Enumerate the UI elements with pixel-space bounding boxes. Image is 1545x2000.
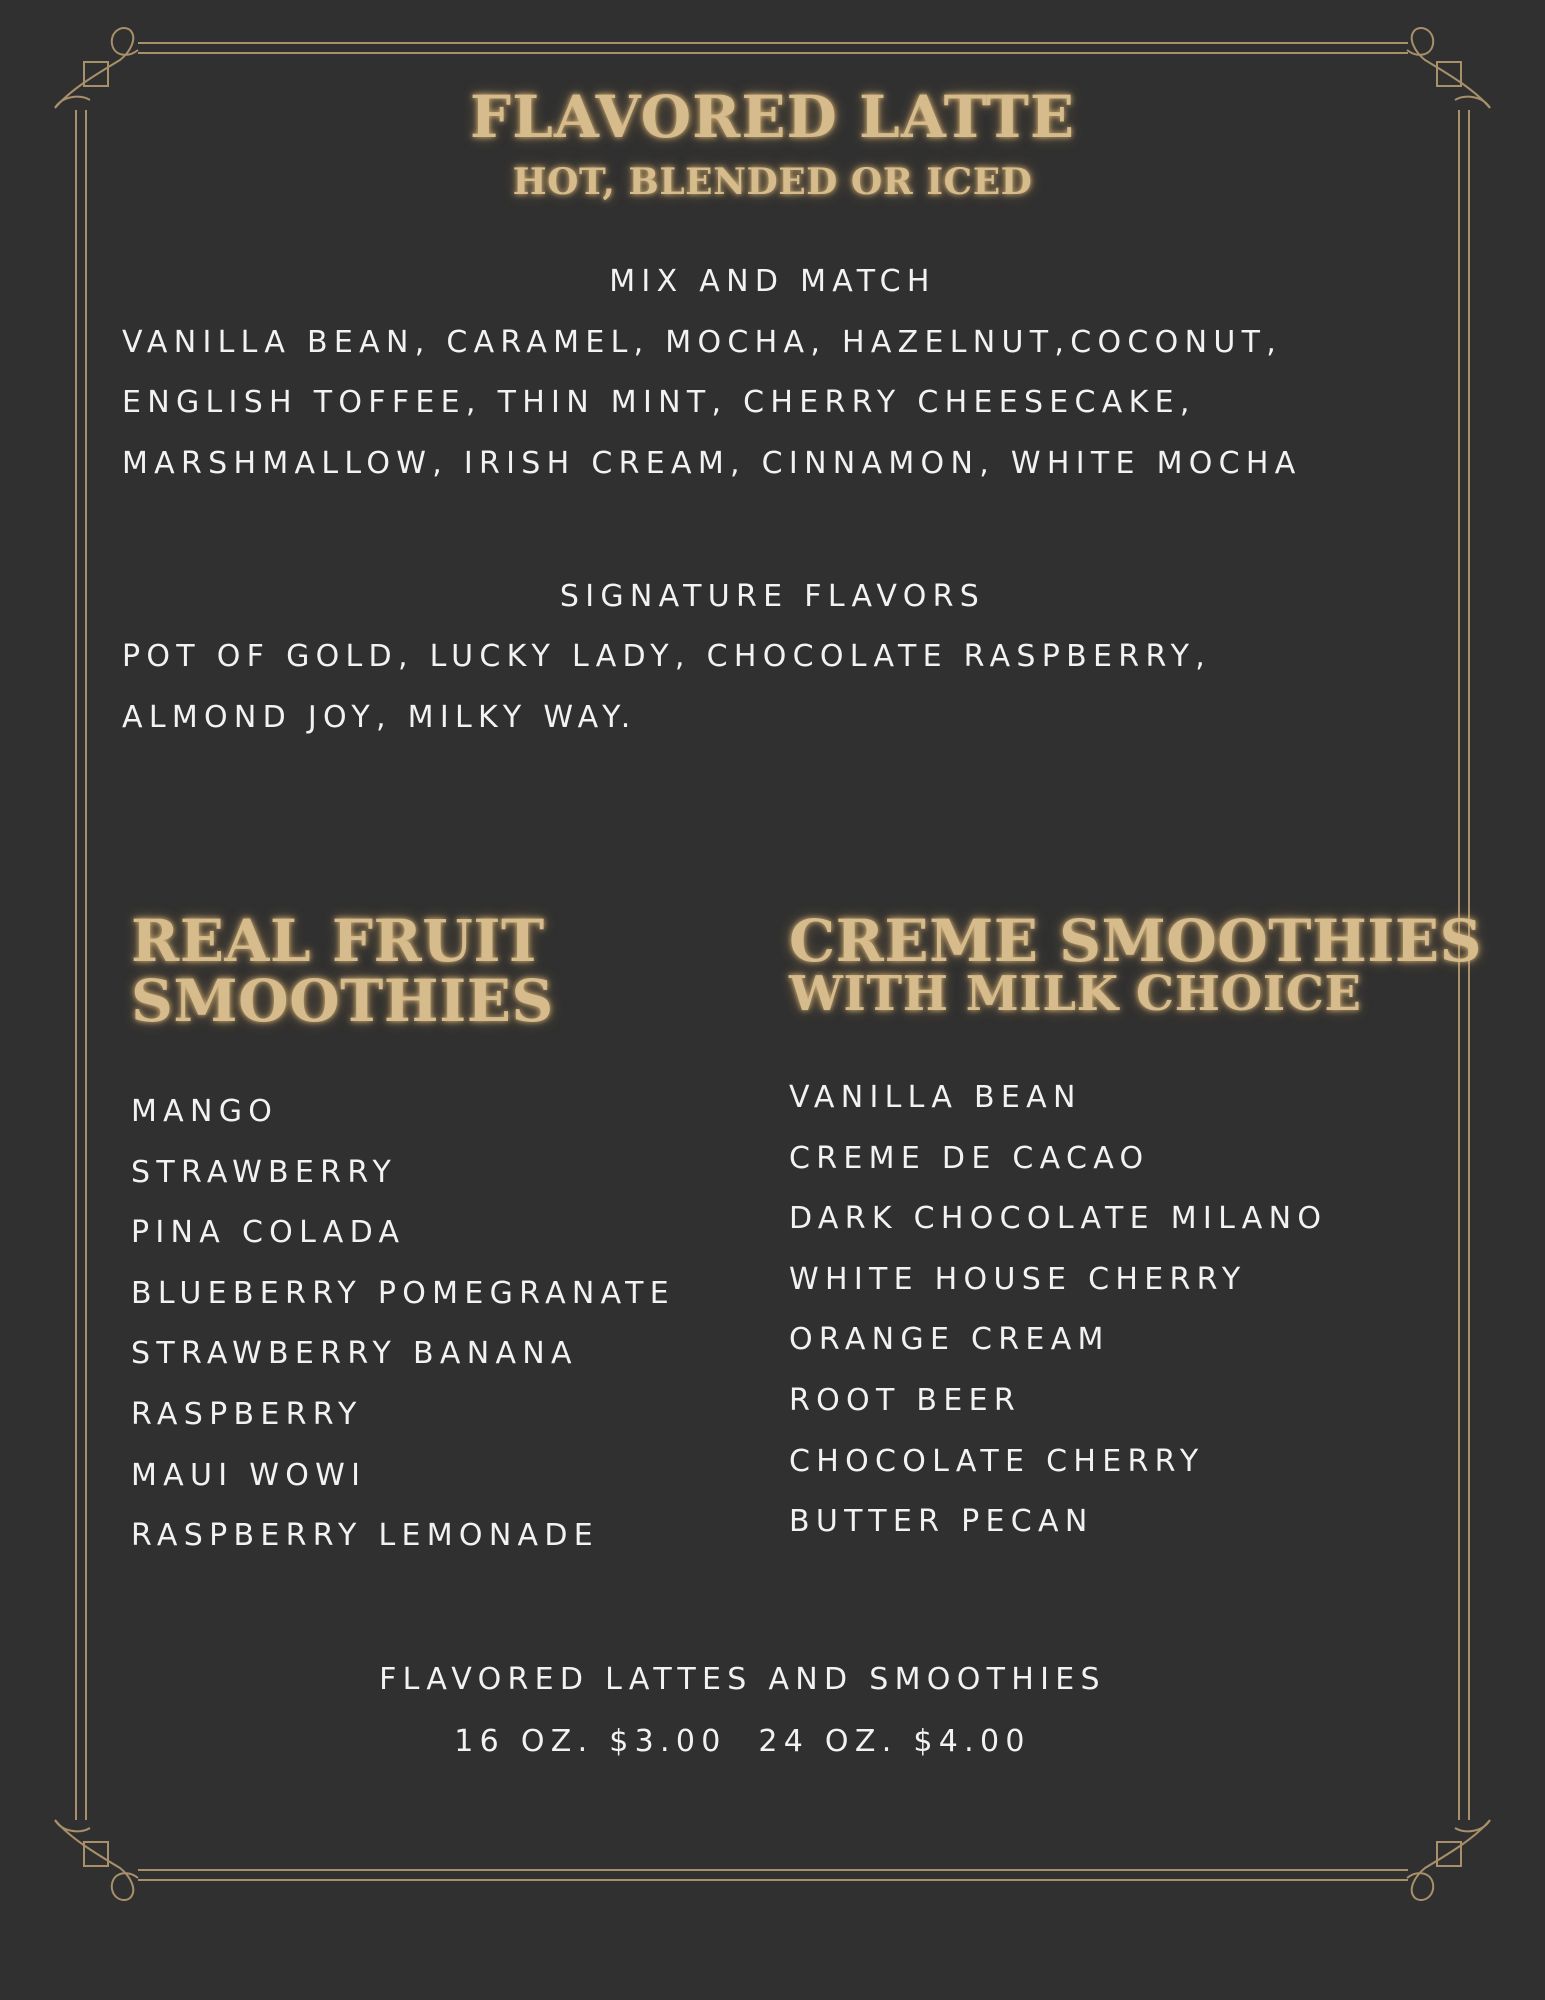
list-item: VANILLA BEAN (789, 1080, 1082, 1115)
list-item: CREME DE CACAO (789, 1140, 1150, 1176)
pricing-values: 16 OZ. $3.00 24 OZ. $4.00 (454, 1724, 1031, 1759)
mix-line: VANILLA BEAN, CARAMEL, MOCHA, HAZELNUT,COCONUT, (122, 325, 1283, 360)
list-item: WHITE HOUSE CHERRY (789, 1261, 1247, 1297)
signature-heading: SIGNATURE FLAVORS (559, 579, 986, 614)
mix-line: MARSHMALLOW, IRISH CREAM, CINNAMON, WHITE MOCHA (122, 446, 1302, 481)
list-item: STRAWBERRY BANANA (131, 1336, 578, 1372)
creme-smoothies-list (789, 1080, 1328, 1568)
creme-smoothies-subtitle: WITH MILK CHOICE (789, 966, 1362, 1022)
list-item: PINA COLADA (131, 1215, 406, 1251)
list-item: CHOCOLATE CHERRY (789, 1443, 1205, 1479)
fruit-smoothies-list (131, 1094, 676, 1582)
list-item: ROOT BEER (789, 1382, 1021, 1418)
latte-title: FLAVORED LATTE (469, 83, 1076, 151)
signature-line: ALMOND JOY, MILKY WAY. (122, 700, 637, 735)
mix-line: ENGLISH TOFFEE, THIN MINT, CHERRY CHEESECAKE, (122, 385, 1196, 420)
corner-ornament-bottom-right-icon (1407, 1820, 1490, 1900)
list-item: RASPBERRY (131, 1396, 363, 1432)
list-item: MAUI WOWI (131, 1457, 367, 1493)
signature-line: POT OF GOLD, LUCKY LADY, CHOCOLATE RASPBERRY, (122, 639, 1212, 674)
creme-smoothies-title: CREME SMOOTHIES (789, 907, 1482, 975)
mix-heading: MIX AND MATCH (609, 264, 936, 299)
fruit-smoothies-title-line1: REAL FRUIT (131, 907, 545, 975)
list-item: ORANGE CREAM (789, 1322, 1110, 1358)
list-item: MANGO (131, 1094, 279, 1129)
pricing-heading: FLAVORED LATTES AND SMOOTHIES (379, 1662, 1106, 1697)
list-item: RASPBERRY LEMONADE (131, 1518, 600, 1554)
latte-subtitle: HOT, BLENDED OR ICED (512, 161, 1033, 203)
fruit-smoothies-title-line2: SMOOTHIES (131, 967, 554, 1035)
list-item: DARK CHOCOLATE MILANO (789, 1201, 1328, 1237)
list-item: BLUEBERRY POMEGRANATE (131, 1275, 676, 1311)
list-item: STRAWBERRY (131, 1154, 398, 1190)
corner-ornament-bottom-left-icon (55, 1820, 138, 1900)
list-item: BUTTER PECAN (789, 1504, 1094, 1540)
